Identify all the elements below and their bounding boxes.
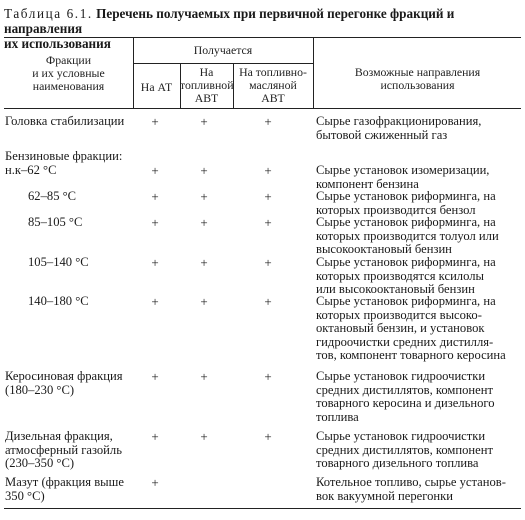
caption-label: Таблица 6.1.: [4, 6, 93, 21]
usage-text: Сырье установок изомеризации, компонент бензина: [316, 163, 490, 191]
fuel-oil-avt-mark: +: [264, 369, 272, 384]
at-mark: +: [151, 189, 159, 204]
usage-text: Сырье установок риформинга, на которых производится бензол: [316, 189, 496, 217]
usage-text: Котельное топливо, сырье установ- вок вакуумной перегонки: [316, 475, 506, 503]
usage-text: Сырье установок риформинга, на которых производятся ксилолы или высокооктановый бензин: [316, 255, 496, 296]
fuel-avt-mark: +: [200, 114, 208, 129]
fuel-avt-mark: +: [200, 215, 208, 230]
header-usage: Возможные направления использования: [354, 65, 481, 92]
fraction-name: Головка стабилизации: [5, 114, 125, 128]
fraction-name: 140–180 °C: [28, 294, 89, 308]
header-at: На АТ: [140, 80, 173, 94]
header-top-rule: [4, 37, 521, 38]
header-obtained: Получается: [193, 43, 253, 57]
fuel-avt-mark: +: [200, 369, 208, 384]
fuel-oil-avt-mark: +: [264, 255, 272, 270]
header-fuel-oil-avt: На топливно- масляной АВТ: [239, 65, 307, 105]
usage-text: Сырье установок гидроочистки средних дистиллятов, компонент товарного дизельного топлива: [316, 429, 493, 470]
fuel-avt-mark: +: [200, 294, 208, 309]
fraction-name: 62–85 °C: [28, 189, 77, 203]
caption-line-1: [4, 6, 522, 36]
fuel-oil-avt-mark: +: [264, 429, 272, 444]
header-fraction: Фракции и их условные наименования: [32, 53, 105, 93]
at-mark: +: [151, 215, 159, 230]
usage-text: Сырье установок риформинга, на которых производится высоко- октановый бензин, и установок гидроочистки средних дистилля- тов, компонент товарного керосина: [316, 294, 506, 362]
fraction-name: 85–105 °C: [28, 215, 83, 229]
caption-title: Перечень получаемых при первичной перегонке фракций и направления: [4, 6, 455, 36]
at-mark: +: [151, 369, 159, 384]
at-mark: +: [151, 429, 159, 444]
fuel-oil-avt-mark: +: [264, 294, 272, 309]
fraction-name: Бензиновые фракции: н.к–62 °C: [5, 149, 123, 177]
fuel-avt-mark: +: [200, 255, 208, 270]
fuel-oil-avt-mark: +: [264, 163, 272, 178]
at-mark: +: [151, 294, 159, 309]
fuel-oil-avt-mark: +: [264, 189, 272, 204]
fraction-name: 105–140 °C: [28, 255, 89, 269]
at-mark: +: [151, 114, 159, 129]
fraction-name: Дизельная фракция, атмосферный газойль (230–350 °C): [5, 429, 122, 470]
fraction-name: Мазут (фракция выше 350 °C): [5, 475, 124, 503]
header-bottom-rule: [4, 108, 521, 109]
at-mark: +: [151, 255, 159, 270]
fraction-name: Керосиновая фракция (180–230 °C): [5, 369, 123, 397]
fuel-oil-avt-mark: +: [264, 114, 272, 129]
at-mark: +: [151, 163, 159, 178]
usage-text: Сырье газофракционирования, бытовой сжиженный газ: [316, 114, 482, 142]
table-bottom-rule: [4, 508, 521, 509]
usage-text: Сырье установок риформинга, на которых производится толуол или высокооктановый бензин: [316, 215, 499, 256]
fuel-avt-mark: +: [200, 189, 208, 204]
fuel-oil-avt-mark: +: [264, 215, 272, 230]
header-subrule: [133, 63, 313, 64]
header-fuel-avt: На топливной АВТ: [180, 65, 234, 105]
caption-title-continued: их использования: [4, 36, 111, 51]
fuel-avt-mark: +: [200, 429, 208, 444]
fuel-avt-mark: +: [200, 163, 208, 178]
at-mark: +: [151, 475, 159, 490]
usage-text: Сырье установок гидроочистки средних дистиллятов, компонент товарного керосина и дизельного топлива: [316, 369, 495, 424]
